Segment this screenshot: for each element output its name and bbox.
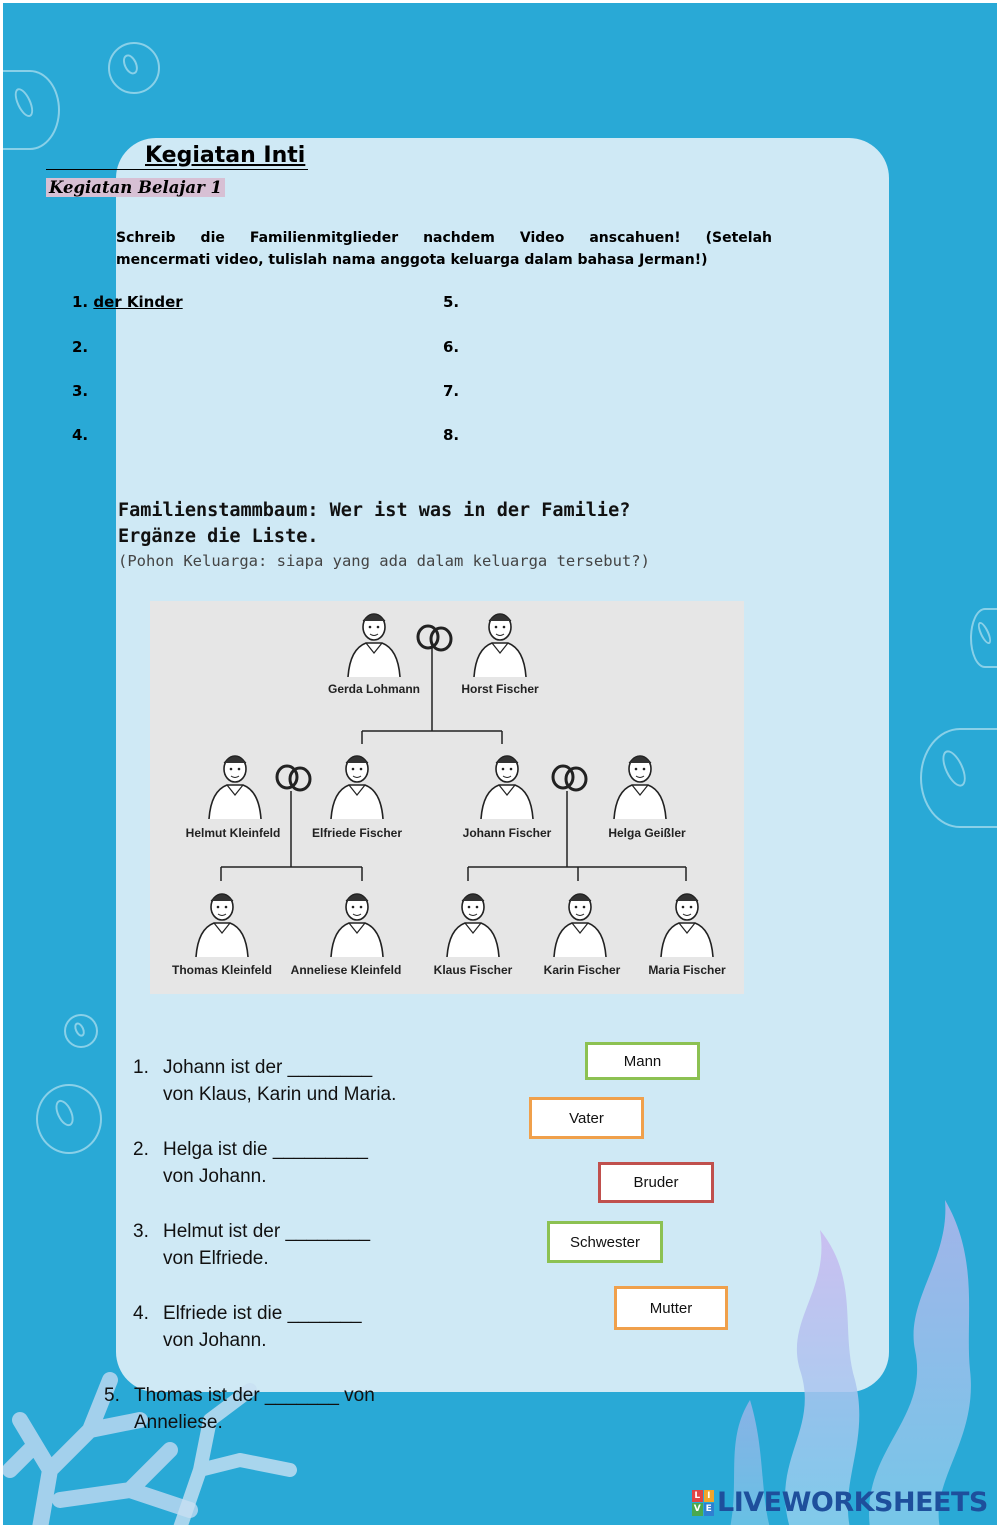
- bubble-decoration: [36, 1084, 102, 1154]
- person-name: Thomas Kleinfeld: [171, 963, 273, 977]
- tree-section-subtitle: (Pohon Keluarga: siapa yang ada dalam keluarga tersebut?): [118, 552, 650, 570]
- person-icon: [661, 894, 713, 957]
- logo-mark-letter: V: [693, 1504, 701, 1515]
- page-subtitle: Kegiatan Belajar 1: [46, 178, 225, 197]
- person-name: Gerda Lohmann: [327, 682, 421, 696]
- tree-title-line: Ergänze die Liste.: [118, 526, 319, 547]
- list-item[interactable]: [72, 338, 88, 356]
- word-box-schwester[interactable]: Schwester: [547, 1221, 663, 1263]
- person-name: Anneliese Kleinfeld: [290, 963, 402, 977]
- person-name: Maria Fischer: [648, 963, 726, 977]
- word-box-bruder[interactable]: Bruder: [598, 1162, 714, 1203]
- person-icon: [554, 894, 606, 957]
- logo-mark-letter: I: [704, 1490, 715, 1503]
- list-item[interactable]: [72, 426, 88, 444]
- family-tree-figure: [150, 601, 744, 994]
- person-icon: [481, 756, 533, 819]
- exercise-item[interactable]: [133, 1136, 368, 1190]
- wedding-rings-icon: [553, 766, 586, 790]
- logo-text: LIVEWORKSHEETS: [717, 1487, 988, 1518]
- bubble-decoration: [0, 70, 60, 150]
- person-name: Helmut Kleinfeld: [185, 826, 281, 840]
- person-name: Horst Fischer: [461, 682, 539, 696]
- exercise-number: 1.: [133, 1057, 149, 1078]
- list-number: 7.: [443, 382, 460, 400]
- tree-title-line: Familienstammbaum: Wer ist was in der Familie?: [118, 500, 631, 521]
- bubble-decoration: [64, 1014, 98, 1048]
- wedding-rings-icon: [277, 766, 310, 790]
- exercise-line: von Johann.: [163, 1166, 267, 1187]
- list-item[interactable]: [443, 338, 459, 356]
- person-icon: [331, 756, 383, 819]
- exercise-item[interactable]: [133, 1300, 362, 1354]
- person-icon: [474, 614, 526, 677]
- exercise-item[interactable]: [133, 1054, 397, 1108]
- answer-text: der Kinder: [93, 293, 183, 311]
- wedding-rings-icon: [418, 626, 451, 650]
- exercise-line: Anneliese.: [134, 1412, 223, 1433]
- exercise-line: von Johann.: [163, 1330, 267, 1351]
- exercise-number: 4.: [133, 1303, 149, 1324]
- list-item[interactable]: [72, 382, 88, 400]
- bubble-decoration: [920, 728, 1000, 828]
- person-icon: [614, 756, 666, 819]
- logo-mark-letter: L: [692, 1490, 703, 1503]
- list-number: 2.: [72, 338, 89, 356]
- bubble-decoration: [108, 42, 160, 94]
- person-icon: [447, 894, 499, 957]
- exercise-number: 3.: [133, 1221, 149, 1242]
- instruction-text: [116, 227, 772, 271]
- instruction-line: mencermati video, tulislah nama anggota keluarga dalam bahasa Jerman!): [116, 252, 708, 268]
- person-icon: [196, 894, 248, 957]
- person-name: Karin Fischer: [543, 963, 621, 977]
- list-item[interactable]: [443, 426, 459, 444]
- exercise-number: 5.: [104, 1385, 120, 1406]
- exercise-line: Elfriede ist die _______: [163, 1303, 362, 1324]
- logo-mark-letter: E: [704, 1503, 715, 1516]
- list-item[interactable]: [443, 382, 459, 400]
- word-box-mann[interactable]: Mann: [585, 1042, 700, 1080]
- exercise-line: Thomas ist der _______ von: [134, 1385, 375, 1406]
- instruction-line: Schreib die Familienmitglieder nachdem Video anscahuen! (Setelah: [116, 230, 772, 246]
- bubble-decoration: [970, 608, 1000, 668]
- seaweed-decoration: [730, 1200, 1000, 1528]
- exercise-item[interactable]: [104, 1382, 375, 1436]
- liveworksheets-logo[interactable]: [692, 1487, 988, 1518]
- person-name: Helga Geißler: [608, 826, 686, 840]
- list-number: 4.: [72, 426, 89, 444]
- exercise-number: 2.: [133, 1139, 149, 1160]
- exercise-line: Helmut ist der ________: [163, 1221, 371, 1242]
- exercise-line: von Klaus, Karin und Maria.: [163, 1084, 397, 1105]
- list-item[interactable]: [443, 293, 459, 311]
- list-number: 8.: [443, 426, 460, 444]
- person-icon: [209, 756, 261, 819]
- word-box-mutter[interactable]: Mutter: [614, 1286, 728, 1330]
- person-name: Klaus Fischer: [433, 963, 513, 977]
- header-rule: [46, 169, 308, 170]
- exercise-line: von Elfriede.: [163, 1248, 269, 1269]
- list-item[interactable]: [72, 293, 183, 311]
- page-title: Kegiatan Inti: [145, 143, 306, 168]
- person-name: Elfriede Fischer: [311, 826, 403, 840]
- person-icon: [348, 614, 400, 677]
- exercise-item[interactable]: [133, 1218, 371, 1272]
- liveworksheets-mark-icon: [692, 1490, 714, 1516]
- person-name: Johann Fischer: [462, 826, 552, 840]
- list-number: 3.: [72, 382, 89, 400]
- list-number: 1.: [72, 293, 89, 311]
- exercise-line: Johann ist der ________: [163, 1057, 373, 1078]
- person-icon: [331, 894, 383, 957]
- family-tree-drawing: [150, 601, 744, 994]
- list-number: 6.: [443, 338, 460, 356]
- word-box-vater[interactable]: Vater: [529, 1097, 644, 1139]
- exercise-line: Helga ist die _________: [163, 1139, 368, 1160]
- tree-section-title: [118, 498, 630, 550]
- list-number: 5.: [443, 293, 460, 311]
